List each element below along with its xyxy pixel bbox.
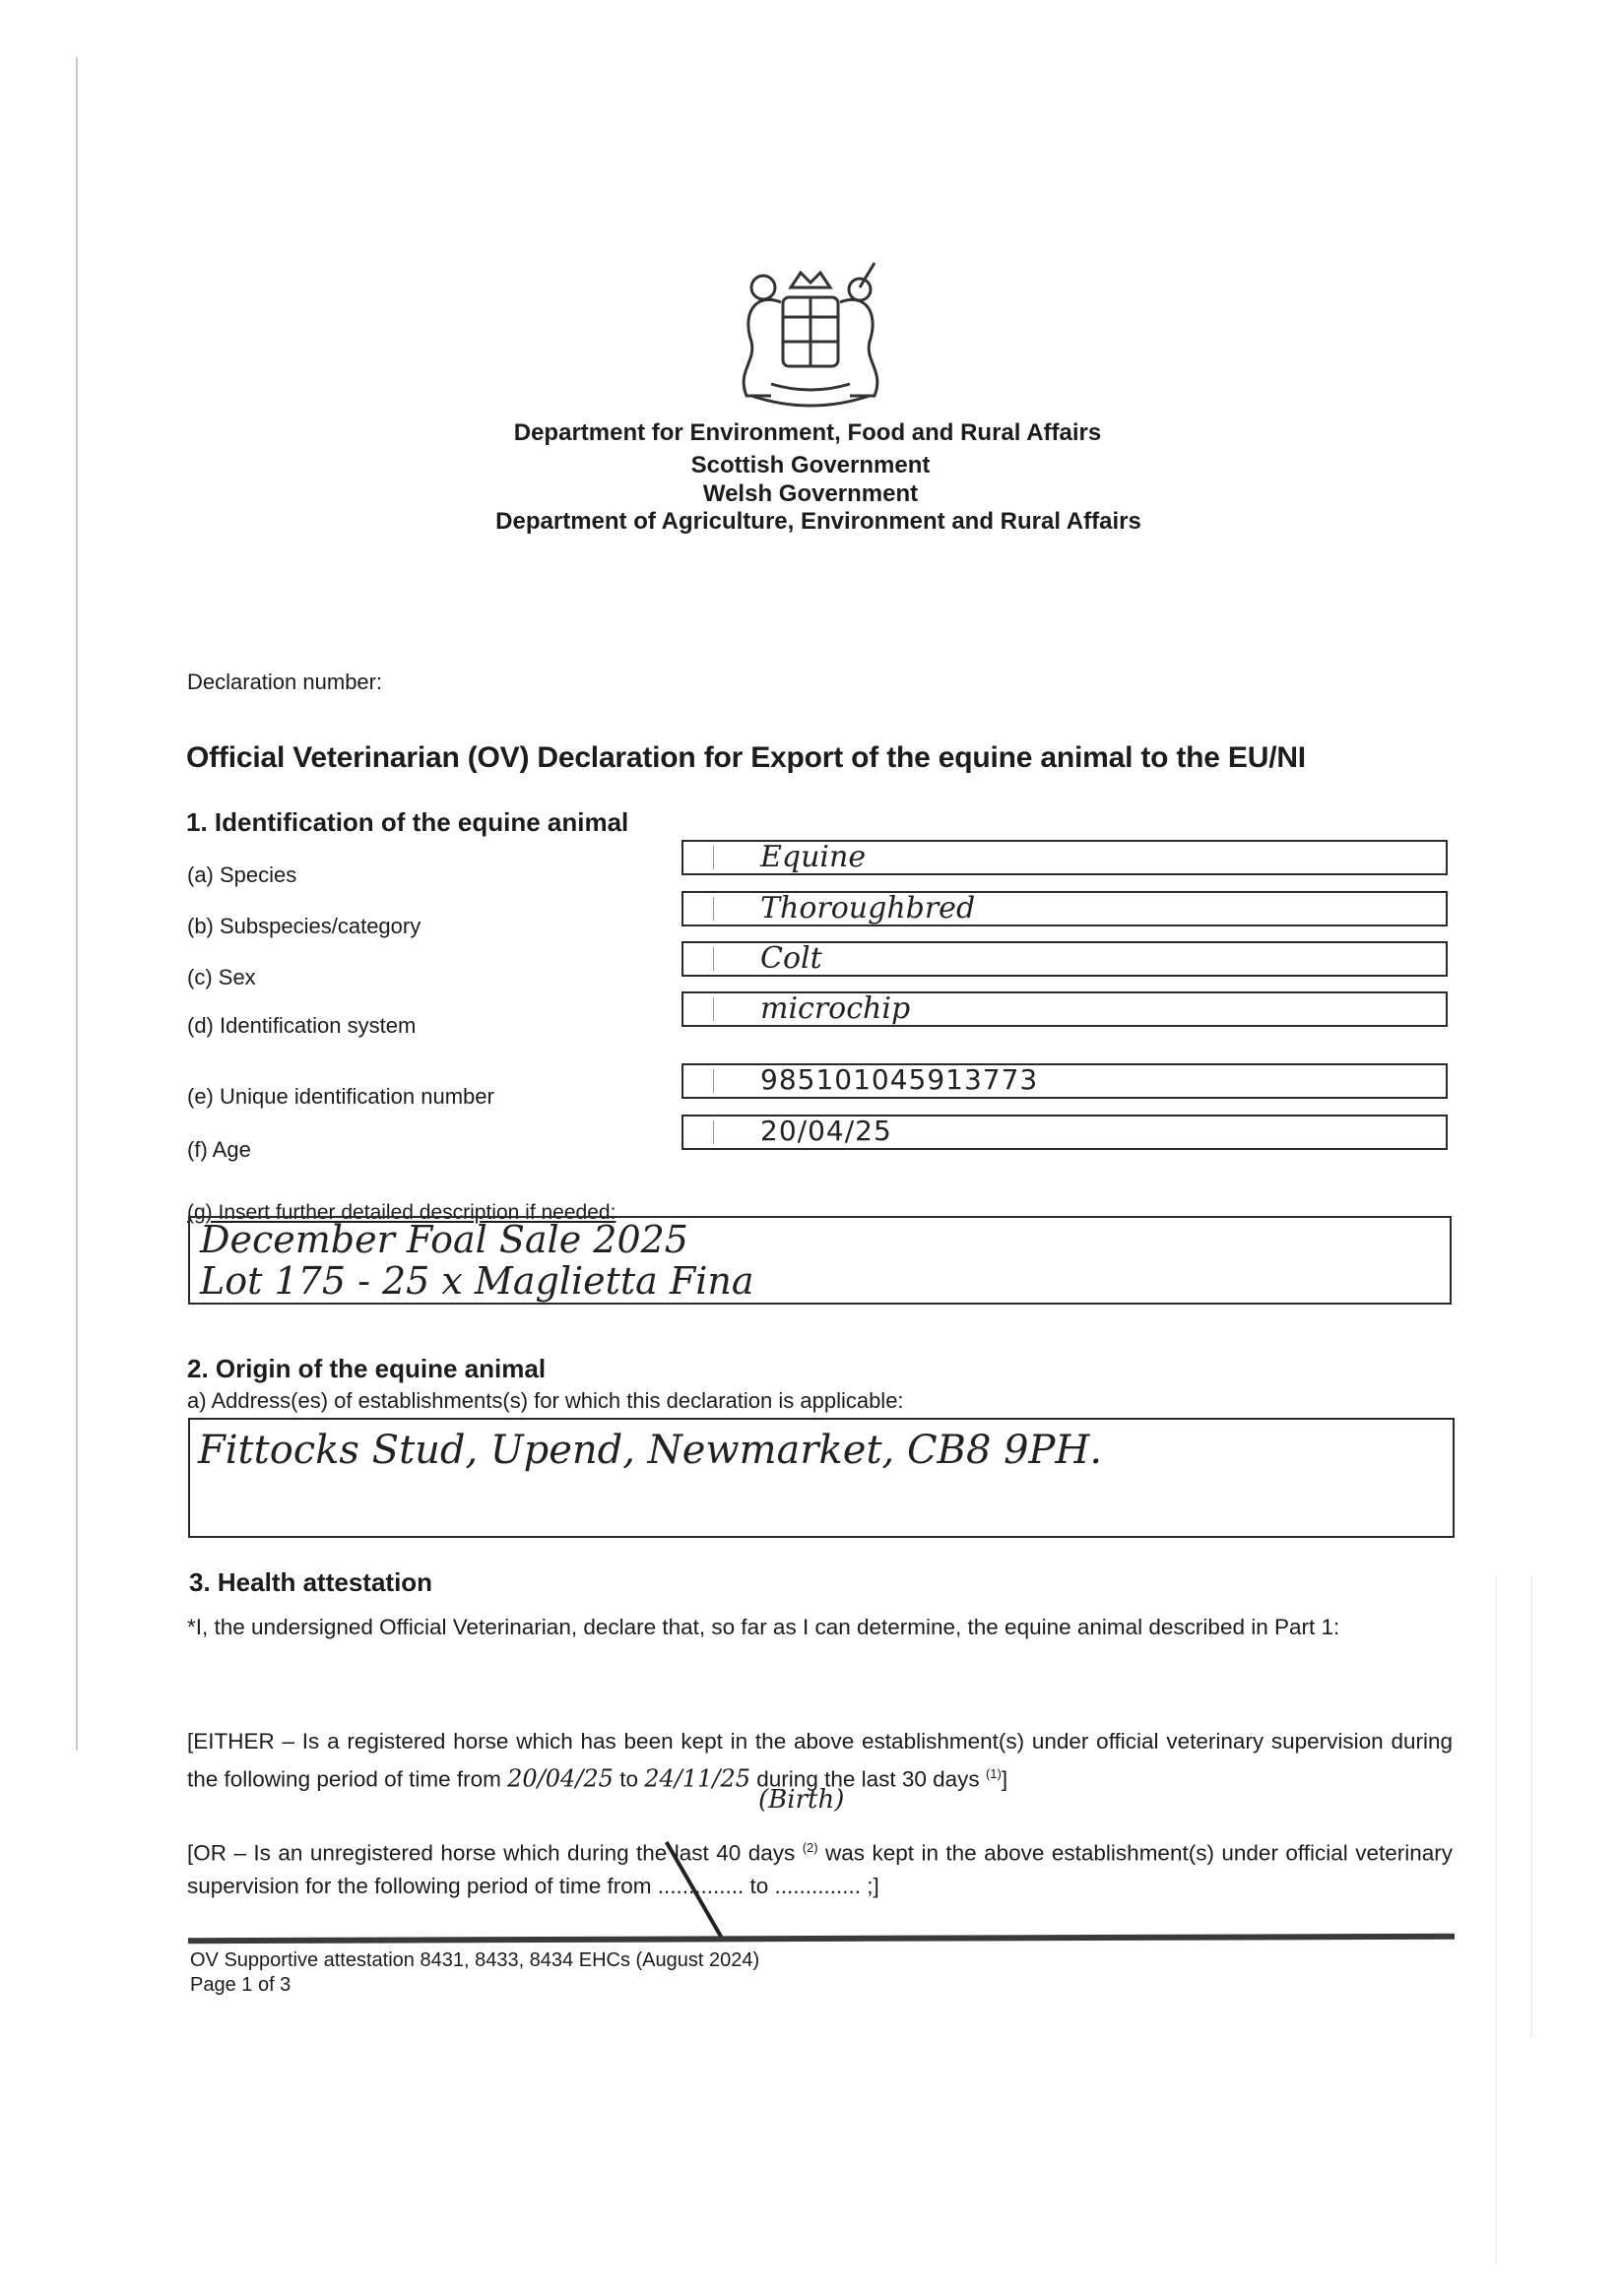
age-value: 20/04/25 [760,1115,892,1147]
either-text-after: during the last 30 days [750,1766,986,1792]
page-title: Official Veterinarian (OV) Declaration for Export of the equine animal to the EU/NI [186,741,1306,774]
field-label-sex: (c) Sex [187,965,256,989]
address-label: a) Address(es) of establishments(s) for which this declaration is applicable: [187,1388,904,1413]
declaration-number-label: Declaration number: [187,670,383,694]
footnote-ref: (2) [802,1840,818,1855]
id-system-field[interactable] [681,991,1448,1027]
department-name: Department for Environment, Food and Rural Affairs [513,419,1102,446]
field-label-species: (a) Species [187,862,297,887]
either-text: [EITHER – Is a registered horse which has been kept in the above establishment(s) under official veterinary supervision during the following period of time from [187,1729,1453,1792]
scan-edge-line [1495,1575,1497,2264]
box-tick [713,897,714,921]
species-value: Equine [760,840,867,874]
further-description-line: December Foal Sale 2025 [200,1218,688,1261]
address-value: Fittocks Stud, Upend, Newmarket, CB8 9PH. [198,1428,1103,1473]
further-description-label: (g) Insert further detailed description if needed: [187,1201,616,1224]
further-description-line: Lot 175 - 25 x Maglietta Fina [200,1259,754,1303]
scan-edge-line [76,57,78,1751]
section-heading-identification: 1. Identification of the equine animal [186,807,629,837]
id-system-value: microchip [760,991,911,1026]
box-tick [713,1069,714,1093]
footer-form-reference: OV Supportive attestation 8431, 8433, 8434 EHCs (August 2024) [190,1949,760,1971]
subspecies-value: Thoroughbred [760,891,976,925]
uid-field[interactable] [681,1063,1448,1099]
field-label-uid: (e) Unique identification number [187,1084,494,1109]
birth-annotation: (Birth) [758,1785,845,1815]
department-name: Welsh Government [702,480,919,507]
address-field[interactable] [188,1418,1455,1538]
department-name: Scottish Government [690,452,931,478]
uid-value: 985101045913773 [760,1063,1039,1096]
box-tick [713,947,714,971]
royal-coat-of-arms-icon [722,258,899,415]
field-label-id-system: (d) Identification system [187,1013,417,1038]
section-heading-origin: 2. Origin of the equine animal [187,1354,547,1383]
footer-divider [188,1934,1455,1944]
field-label-age: (f) Age [187,1137,251,1162]
scan-edge-line [1530,1575,1532,2038]
box-tick [713,1120,714,1144]
department-name: Department of Agriculture, Environment and Rural Affairs [495,508,1141,535]
box-tick [713,997,714,1021]
species-field[interactable] [681,840,1448,875]
or-clause [187,1831,1453,1902]
box-tick [713,846,714,869]
page-number: Page 1 of 3 [190,1974,292,1996]
sex-value: Colt [760,941,822,976]
further-description-field[interactable] [188,1216,1452,1305]
either-to-word: to [613,1766,645,1792]
footnote-ref: (1) [985,1766,1002,1781]
attestation-intro: *I, the undersigned Official Veterinarian, declare that, so far as I can determine, the equine animal described in Part 1: [187,1615,1340,1639]
sex-field[interactable] [681,941,1448,977]
either-to-date[interactable]: 24/11/25 [644,1764,751,1793]
age-field[interactable] [681,1115,1448,1150]
either-close: ] [1001,1766,1008,1792]
or-text-after: was kept in the above establishment(s) under official veterinary supervision for the following period of time from .............. to .............. ;] [187,1840,1453,1898]
section-heading-health: 3. Health attestation [189,1567,433,1597]
subspecies-field[interactable] [681,891,1448,926]
or-text: [OR – Is an unregistered horse which during the last 40 days [187,1840,803,1866]
either-from-date[interactable]: 20/04/25 [507,1764,614,1793]
field-label-subspecies: (b) Subspecies/category [187,914,421,938]
